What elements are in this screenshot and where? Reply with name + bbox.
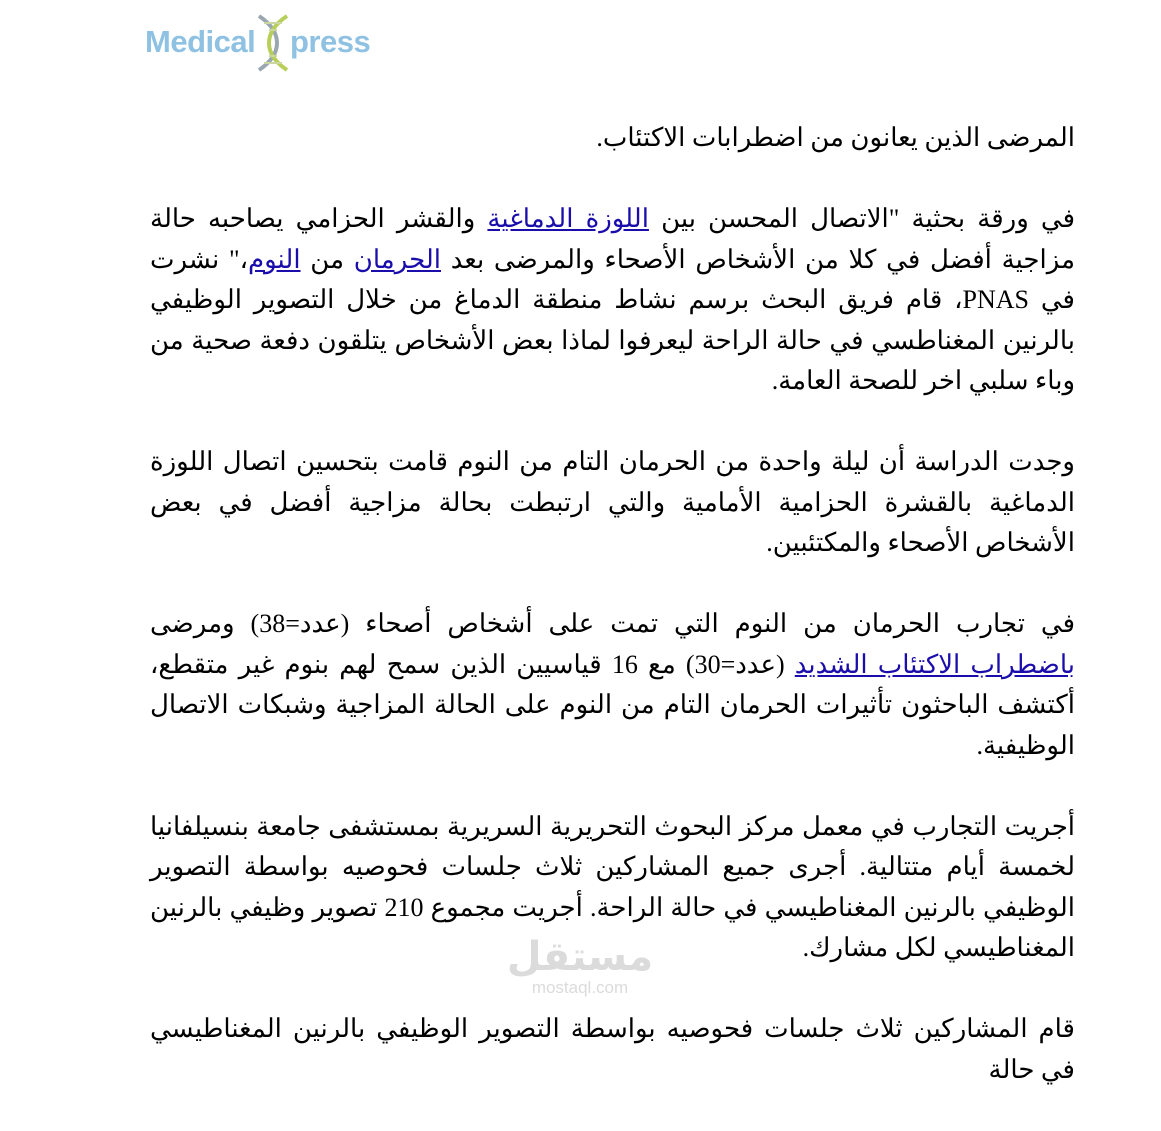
link-amygdala[interactable]: اللوزة الدماغية bbox=[487, 204, 649, 233]
p5-text: أجريت التجارب في معمل مركز البحوث التحريرية السريرية بمستشفى جامعة بنسيلفانيا لخمسة أيام متتالية. أجرى جميع المشاركين ثلاث جلسات فحوصيه بواسطة التصوير الوظيفي بالرنين المغناطيسي في حالة الراحة. أجريت مجموع 210 تصوير وظيفي بالرنين المغناطيسي لكل مشارك. bbox=[150, 811, 1075, 962]
watermark-arabic: مستقل bbox=[506, 934, 654, 980]
paragraph-2 bbox=[150, 199, 1075, 402]
p6-text: قام المشاركين ثلاث جلسات فحوصيه بواسطة التصوير الوظيفي بالرنين المغناطيسي في حالة bbox=[150, 1014, 1075, 1084]
paragraph-1 bbox=[150, 118, 1075, 159]
logo-text-press: press bbox=[290, 24, 371, 59]
article-body bbox=[150, 118, 1075, 1131]
watermark-latin: mostaql.com bbox=[531, 978, 629, 997]
link-major-depressive-disorder[interactable]: باضطراب الاكتئاب الشديد bbox=[794, 649, 1076, 679]
p4-text-2: (عدد=30) مع 16 قياسيين الذين سمح لهم بنوم غير متقطع، أكتشف الباحثون تأثيرات الحرمان التام من النوم على الحالة المزاجية وشبكات الاتصال الوظيفية. bbox=[150, 649, 1075, 760]
p2-text-4: ،" نشرت في PNAS، قام فريق البحث برسم نشاط منطقة الدماغ من خلال التصوير الوظيفي بالرنين المغناطسي في حالة الراحة ليعرفوا لماذا بعض الأشخاص يتلقون دفعة صحية من وباء سلبي اخر للصحة العامة. bbox=[150, 244, 1075, 395]
paragraph-3 bbox=[150, 442, 1075, 564]
p1-text: المرضى الذين يعانون من اضطرابات الاكتئاب. bbox=[596, 123, 1075, 152]
p3-text: وجدت الدراسة أن ليلة واحدة من الحرمان التام من النوم قامت بتحسين اتصال اللوزة الدماغية بالقشرة الحزامية الأمامية والتي ارتبطت بحالة مزاجية أفضل في بعض الأشخاص الأصحاء والمكتئبين. bbox=[150, 447, 1075, 557]
dna-helix-icon bbox=[253, 14, 293, 72]
paragraph-5 bbox=[150, 807, 1075, 969]
link-deprivation[interactable]: الحرمان bbox=[353, 244, 441, 274]
link-sleep[interactable]: النوم bbox=[248, 244, 301, 274]
p2-text-1: في ورقة بحثية "الاتصال المحسن بين bbox=[648, 204, 1075, 233]
paragraph-4 bbox=[150, 604, 1075, 766]
logo-text-medical: Medical bbox=[145, 24, 256, 59]
p2-text-3: من bbox=[300, 244, 354, 274]
paragraph-6 bbox=[150, 1009, 1075, 1090]
medicalxpress-logo[interactable] bbox=[145, 14, 371, 72]
p4-text-1: في تجارب الحرمان من النوم التي تمت على أشخاص أصحاء (عدد=38) ومرضى bbox=[150, 609, 1075, 638]
p2-text-2: والقشر الحزامي يصاحبه حالة مزاجية أفضل في كلا من الأشخاص الأصحاء والمرضى بعد bbox=[150, 204, 1076, 274]
